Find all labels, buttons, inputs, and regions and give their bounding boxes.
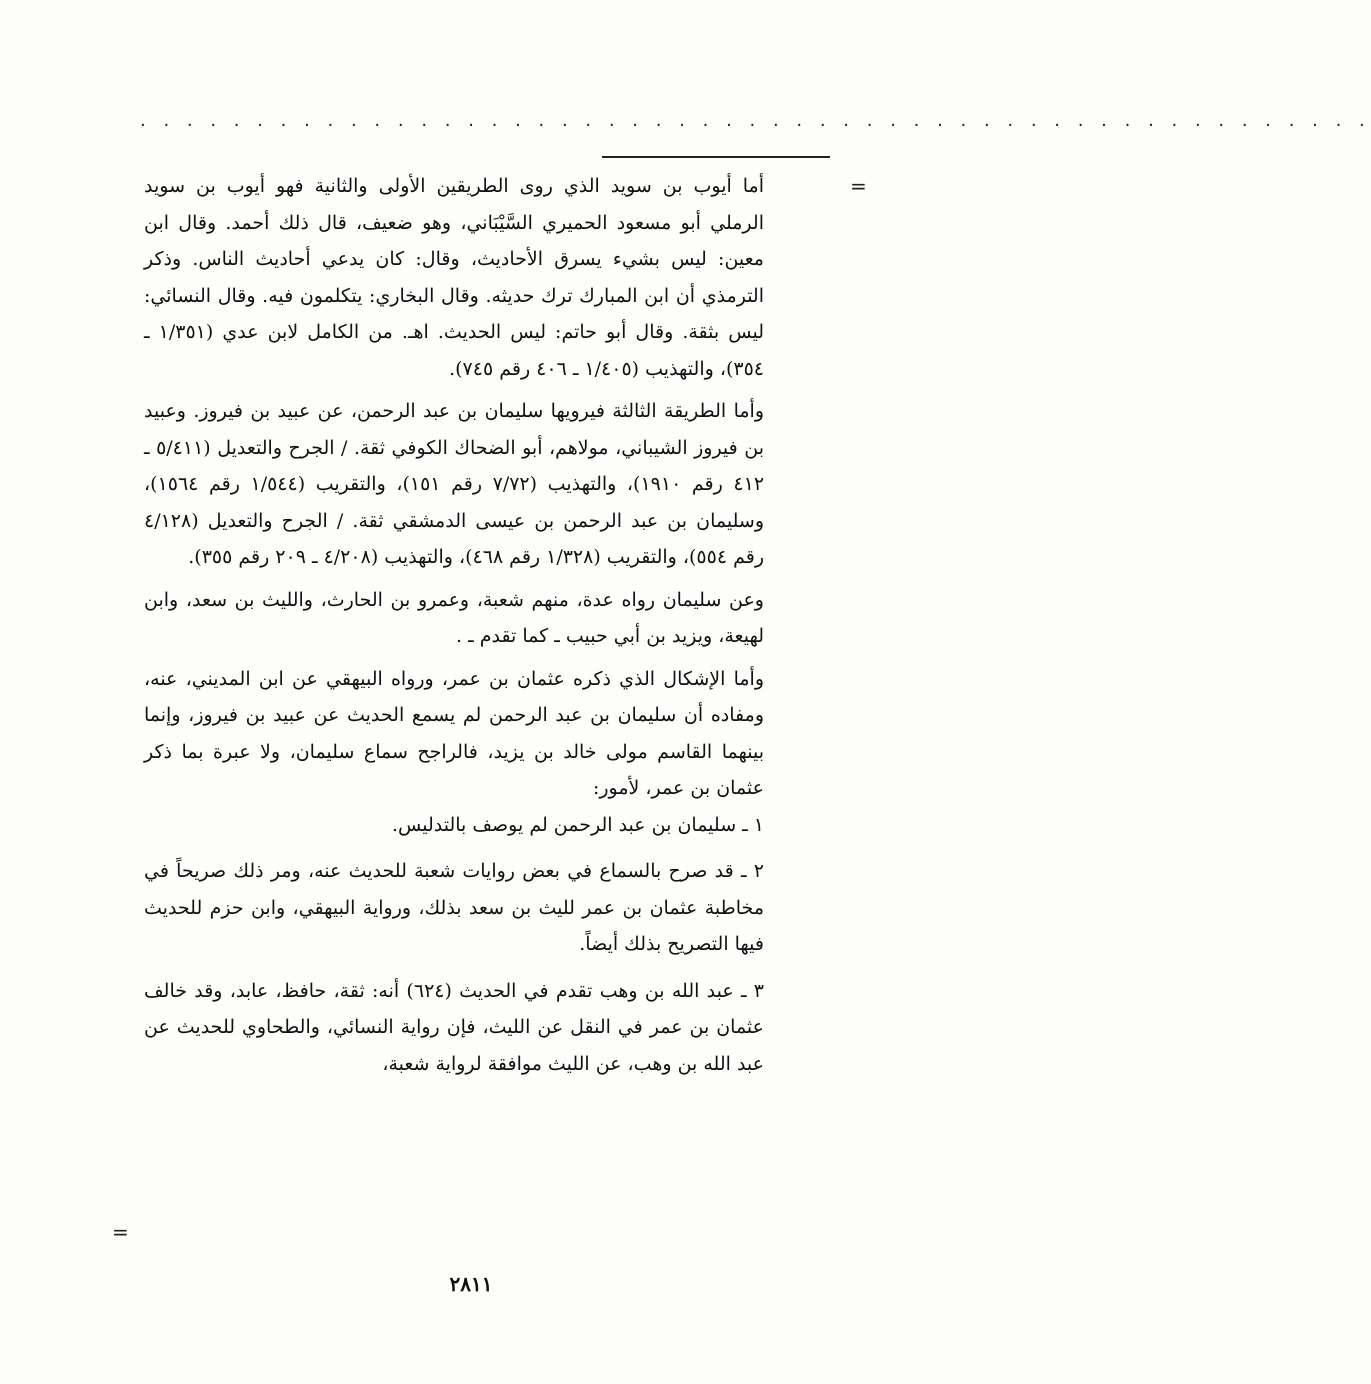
footnote-text: [144, 168, 764, 1082]
dotted-separator: . . . . . . . . . . . . . . . . . . . . . . . . . . . . . . . . . . . . . . . . . . . . . . . . . . . . .: [140, 110, 1371, 131]
continuation-mark-bottom: =: [112, 1220, 129, 1244]
list-item-2: ٢ ـ قد صرح بالسماع في بعض روايات شعبة للحديث عنه، ومر ذلك صريحاً في مخاطبة عثمان بن عمر لليث بن سعد بذلك، ورواية البيهقي، وابن حزم للحديث فيها التصريح بذلك أيضاً.: [144, 860, 764, 955]
list-item-1: ١ ـ سليمان بن عبد الرحمن لم يوصف بالتدليس.: [391, 813, 764, 836]
paragraph-ayyub: أما أيوب بن سويد الذي روى الطريقين الأولى والثانية فهو أيوب بن سويد الرملي أبو مسعود الحميري السَّيْبَاني، وهو ضعيف، قال ذلك أحمد. وقال ابن معين: ليس بشيء يسرق الأحاديث، وقال: كان يدعي أحاديث الناس. وذكر الترمذي أن ابن المبارك ترك حديثه. وقال البخاري: يتكلمون فيه. وقال النسائي: ليس بثقة. وقال أبو حاتم: ليس الحديث. اهـ. من الكامل لابن عدي (١/٣٥١ ـ ٣٥٤)، والتهذيب (١/٤٠٥ ـ ٤٠٦ رقم ٧٤٥).: [144, 175, 764, 380]
paragraph-ishkal: وأما الإشكال الذي ذكره عثمان بن عمر، ورواه البيهقي عن ابن المديني، عنه، ومفاده أن سليمان بن عبد الرحمن لم يسمع الحديث عن عبيد بن فيروز، وإنما بينهما القاسم مولى خالد بن يزيد، فالراجح سماع سليمان، ولا عبرة بما ذكر عثمان بن عمر، لأمور:: [144, 667, 764, 799]
footnote-rule: [602, 156, 830, 158]
list-item-3: ٣ ـ عبد الله بن وهب تقدم في الحديث (٦٢٤) أنه: ثقة، حافظ، عابد، وقد خالف عثمان بن عمر في النقل عن الليث، فإن رواية النسائي، والطحاوي للحديث عن عبد الله بن وهب، عن الليث موافقة لرواية شعبة،: [144, 979, 764, 1075]
continuation-mark-top: =: [850, 174, 867, 198]
paragraph-narrators: وعن سليمان رواه عدة، منهم شعبة، وعمرو بن الحارث، والليث بن سعد، وابن لهيعة، ويزيد بن أبي حبيب ـ كما تقدم ـ .: [144, 588, 764, 647]
page-number: ٢٨١١: [449, 1272, 493, 1296]
paragraph-third-route: وأما الطريقة الثالثة فيرويها سليمان بن عبد الرحمن، عن عبيد بن فيروز. وعبيد بن فيروز الشيباني، مولاهم، أبو الضحاك الكوفي ثقة. / الجرح والتعديل (٥/٤١١ ـ ٤١٢ رقم ١٩١٠)، والتهذيب (٧/٧٢ رقم ١٥١)، والتقريب (١/٥٤٤ رقم ١٥٦٤)، وسليمان بن عبد الرحمن بن عيسى الدمشقي ثقة. / الجرح والتعديل (٤/١٢٨ رقم ٥٥٤)، والتقريب (١/٣٢٨ رقم ٤٦٨)، والتهذيب (٤/٢٠٨ ـ ٢٠٩ رقم ٣٥٥).: [144, 400, 765, 568]
